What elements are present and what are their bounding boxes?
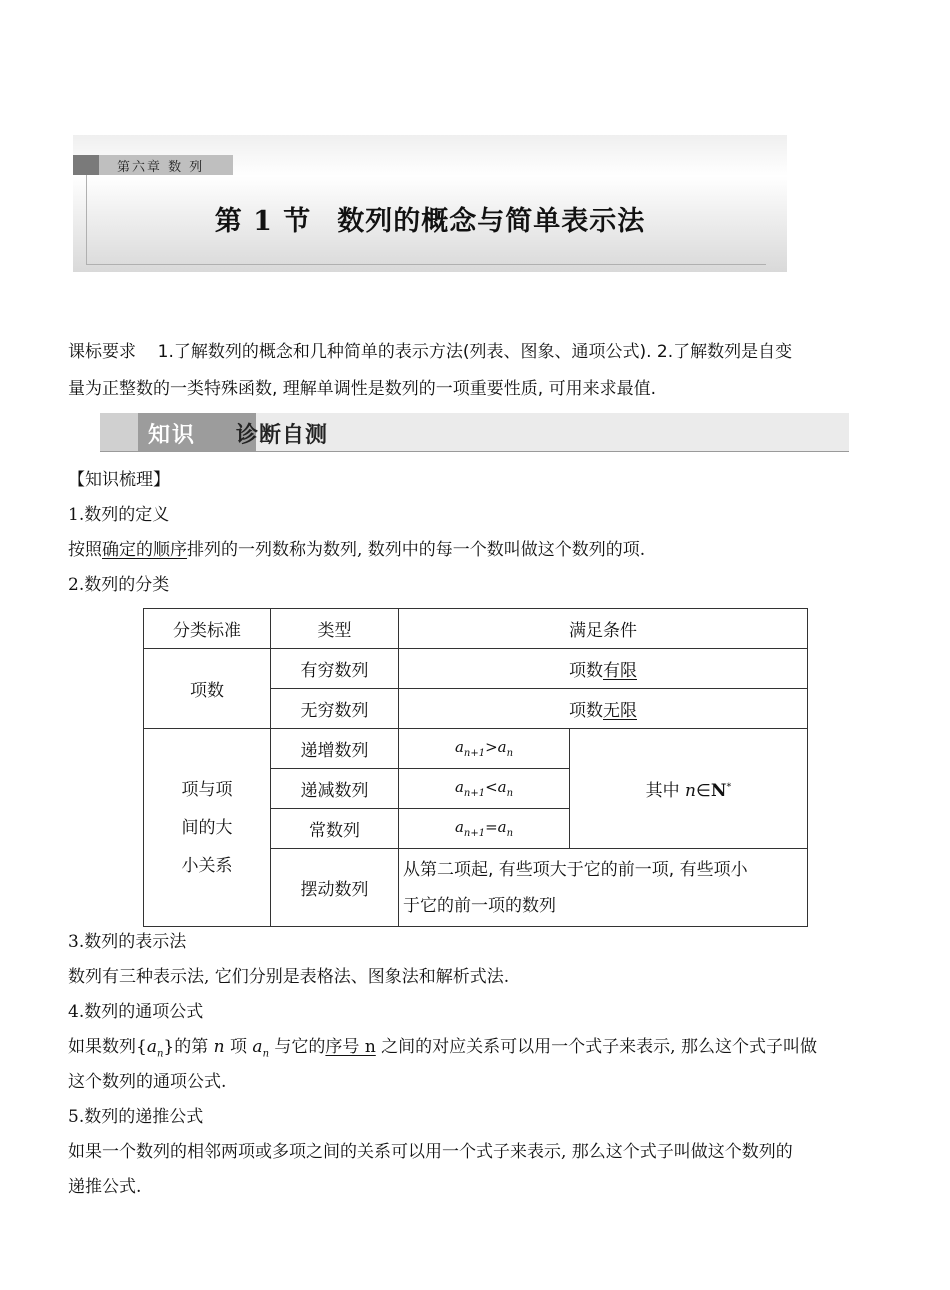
math-sub: n+1 [463,748,486,759]
recursive-line2: 递推公式. [68,1177,142,1197]
type-oscillating: 摆动数列 [271,849,399,927]
chapter-banner [73,135,787,272]
section-header-marker [100,413,138,451]
gt-text: 之间的对应关系可以用一个式子来表示, 那么这个式子叫做 [375,1037,817,1057]
section-number: 第 1 节 [214,206,312,237]
cond-infinite [399,689,808,729]
cond-decreasing [399,769,570,809]
gt-sub: n [156,1048,164,1060]
gt-text: 与它的 [269,1037,326,1057]
recursive-title: 5.数列的递推公式 [68,1107,204,1127]
cond-oscillating-line: 于它的前一项的数列 [403,895,556,916]
cond-note [570,729,808,849]
math-op: = [485,818,498,836]
math-sub: n [506,748,514,759]
cond-note-n: n [685,781,696,801]
math-sub: n+1 [463,828,486,839]
group-label-count: 项数 [144,649,271,729]
math-op: > [485,738,498,756]
gt-text: 如果数列{ [68,1037,147,1057]
group-label-relation-line: 间的大 [181,817,233,838]
group-label-relation [144,729,271,927]
def-title: 1.数列的定义 [68,505,170,525]
recursive-line1: 如果一个数列的相邻两项或多项之间的关系可以用一个式子来表示, 那么这个式子叫做这个数列的 [68,1142,793,1162]
cond-oscillating [399,849,808,927]
math-a: a [497,738,507,756]
type-constant: 常数列 [271,809,399,849]
group-label-relation-line: 小关系 [181,855,233,876]
math-a: a [454,818,464,836]
knowledge-heading: 【知识梳理】 [68,470,170,490]
requirements-line2: 量为正整数的一类特殊函数, 理解单调性是数列的一项重要性质, 可用来求最值. [68,379,657,399]
requirements-line1 [68,336,888,368]
cond-finite [399,649,808,689]
def-text-post: 排列的一列数称为数列, 数列中的每一个数叫做这个数列的项. [187,540,646,560]
cond-note-in: ∈ [696,781,711,801]
cond-infinite-pre: 项数 [569,701,603,721]
cond-oscillating-line: 从第二项起, 有些项大于它的前一项, 有些项小 [403,859,748,880]
math-op: < [485,778,498,796]
cond-constant [399,809,570,849]
section-header-tab-label: 知识 [148,423,197,448]
general-term-title: 4.数列的通项公式 [68,1002,204,1022]
def-text [68,534,888,566]
math-a: a [497,818,507,836]
cond-note-star: * [726,781,732,793]
banner-frame-bottom [86,264,766,265]
cond-finite-pre: 项数 [569,661,603,681]
def-text-underline: 确定的顺序 [102,540,187,560]
section-title [73,199,787,238]
section-header-title: 诊断自测 [236,423,329,448]
cond-finite-underline: 有限 [603,661,637,681]
requirements-label: 课标要求 [68,342,136,362]
type-increasing: 递增数列 [271,729,399,769]
cond-note-pre: 其中 [645,781,686,801]
table-header: 分类标准 [144,609,271,649]
gt-var: a [252,1037,263,1057]
general-term-line1 [68,1031,888,1070]
math-a: a [497,778,507,796]
gt-var: n [213,1037,225,1057]
repr-text: 数列有三种表示法, 它们分别是表格法、图象法和解析式法. [68,967,510,987]
gt-text: 项 [224,1037,253,1057]
classification-table [143,608,808,927]
math-sub: n [506,828,514,839]
math-a: a [454,778,464,796]
table-header: 类型 [271,609,399,649]
requirements-text-1: 1.了解数列的概念和几种简单的表示方法(列表、图象、通项公式). 2.了解数列是自变 [157,342,793,362]
math-sub: n [506,788,514,799]
type-decreasing: 递减数列 [271,769,399,809]
repr-title: 3.数列的表示法 [68,932,187,952]
chapter-tag-marker [73,155,99,175]
table-header: 满足条件 [399,609,808,649]
math-sub: n+1 [463,788,486,799]
math-a: a [454,738,464,756]
general-term-line2: 这个数列的通项公式. [68,1072,227,1092]
gt-text: }的第 [163,1037,214,1057]
section-title-text: 数列的概念与简单表示法 [337,206,646,237]
type-infinite: 无穷数列 [271,689,399,729]
cond-note-N: N [710,781,727,801]
section-header [100,413,849,455]
chapter-label: 第六章 数 列 [117,160,205,175]
cond-increasing [399,729,570,769]
type-finite: 有穷数列 [271,649,399,689]
class-title: 2.数列的分类 [68,575,170,595]
def-text-pre: 按照 [68,540,102,560]
group-label-relation-line: 项与项 [181,779,233,800]
cond-infinite-underline: 无限 [603,701,637,721]
gt-underline: 序号 n [325,1037,376,1057]
gt-var: a [146,1037,157,1057]
gt-sub: n [262,1048,270,1060]
